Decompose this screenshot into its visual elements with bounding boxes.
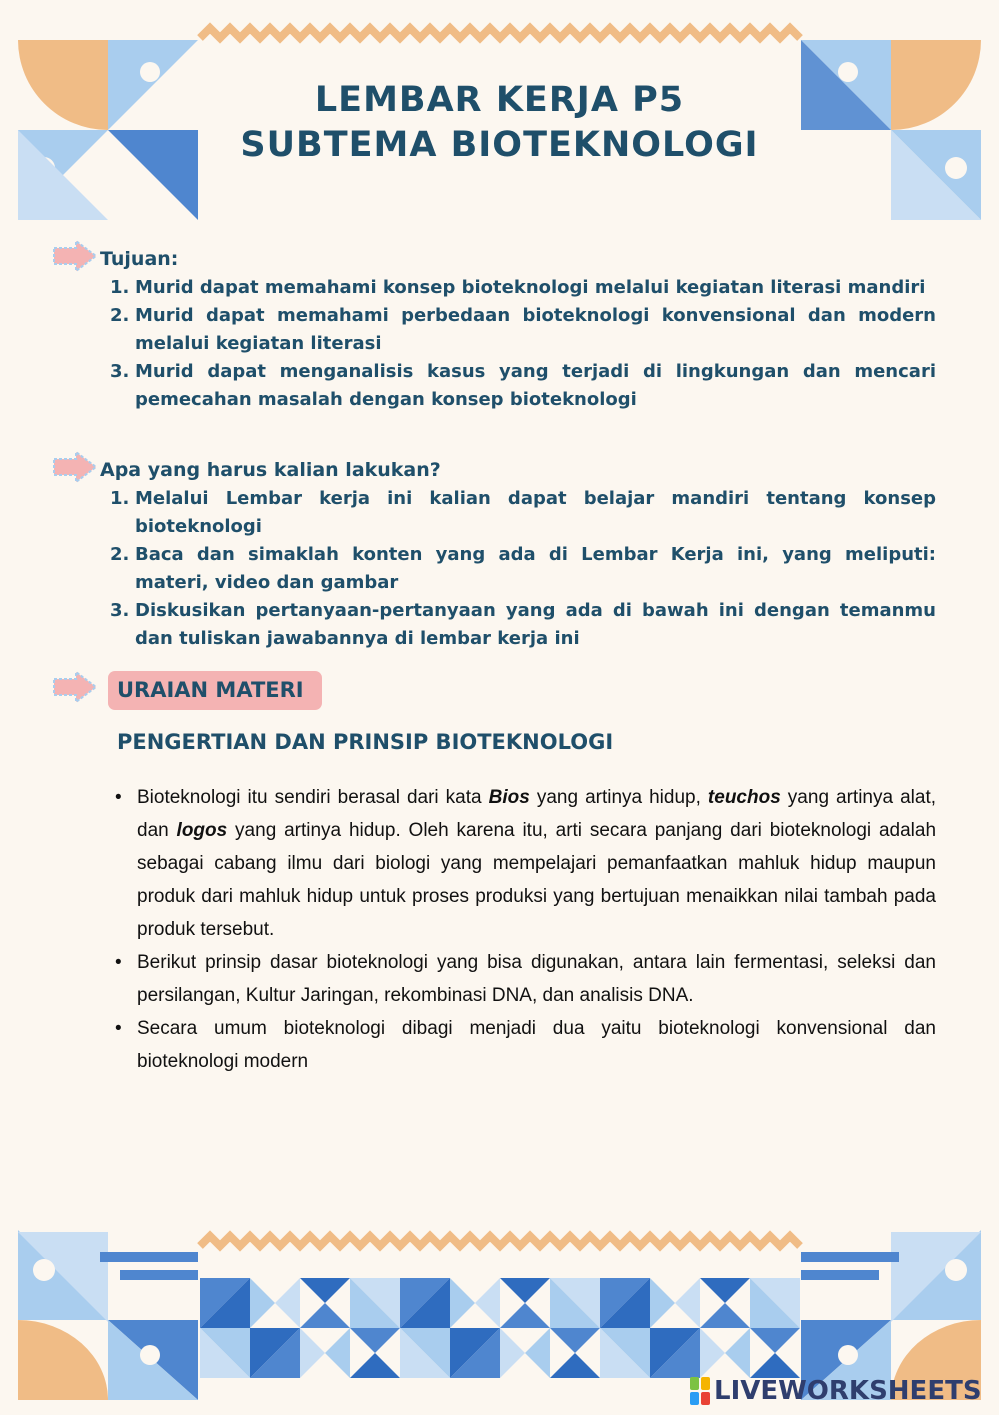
- item-text: Diskusikan pertanyaan-pertanyaan yang ada di bawah ini dengan temanmu dan tuliskan jawabannya di lembar kerja ini: [135, 600, 936, 649]
- list-item: [110, 358, 936, 414]
- top-zigzag: [200, 28, 800, 38]
- item-text: Baca dan simaklah konten yang ada di Lembar Kerja ini, yang meliputi: materi, video dan gambar: [135, 544, 936, 593]
- tile-triangle: [450, 1278, 475, 1328]
- term-bios: Bios: [488, 787, 530, 808]
- tile-triangle: [675, 1278, 700, 1328]
- tile-triangle: [500, 1278, 550, 1303]
- page-title-line-2: SUBTEMA BIOTEKNOLOGI: [240, 125, 759, 165]
- tile-triangle: [300, 1328, 325, 1378]
- text-span: yang artinya hidup,: [529, 787, 708, 808]
- tile-triangle: [500, 1303, 550, 1328]
- item-text: Melalui Lembar kerja ini kalian dapat belajar mandiri tentang konsep bioteknologi: [135, 488, 936, 537]
- list-item: [110, 597, 936, 653]
- uraian-materi-badge: [108, 671, 322, 710]
- item-text: Murid dapat menganalisis kasus yang terjadi di lingkungan dan mencari pemecahan masalah dengan konsep bioteknologi: [135, 361, 936, 410]
- tile-triangle: [350, 1353, 400, 1378]
- tile-triangle: [550, 1353, 600, 1378]
- bullet-item: • Berikut prinsip dasar bioteknologi yang bisa digunakan, antara lain fermentasi, seleksi dan persilangan, Kultur Jaringan, rekombinasi DNA, dan analisis DNA.: [137, 946, 936, 1012]
- list-item: [110, 274, 936, 302]
- tile-triangle: [525, 1328, 550, 1378]
- item-number: 1.: [110, 277, 130, 298]
- tile-triangle: [725, 1328, 750, 1378]
- tile-triangle: [250, 1278, 275, 1328]
- tile-triangle: [500, 1328, 525, 1378]
- tile-triangle: [300, 1303, 350, 1328]
- item-text: Murid dapat memahami konsep bioteknologi melalui kegiatan literasi mandiri: [135, 277, 926, 298]
- term-logos: logos: [176, 820, 228, 841]
- tugas-heading: Apa yang harus kalian lakukan?: [100, 459, 441, 481]
- liveworksheets-icon: [690, 1377, 710, 1405]
- arrow-icon: [52, 670, 98, 704]
- tile-triangle: [275, 1278, 300, 1328]
- text-span: yang artinya alat, dan: [137, 787, 936, 841]
- item-number: 3.: [110, 600, 130, 621]
- term-teuchos: teuchos: [707, 787, 781, 808]
- list-item: [110, 485, 936, 541]
- item-number: 3.: [110, 361, 130, 382]
- page-title-line-1: LEMBAR KERJA P5: [314, 80, 685, 120]
- arrow-icon: [52, 239, 98, 273]
- list-item: [110, 302, 936, 358]
- tile-triangle: [550, 1328, 600, 1353]
- bottom-left-ornament: [6, 1230, 198, 1400]
- section-subheading: PENGERTIAN DAN PRINSIP BIOTEKNOLOGI: [117, 730, 614, 754]
- tile-triangle: [325, 1328, 350, 1378]
- item-number: 2.: [110, 544, 130, 565]
- bottom-zigzag: [200, 1236, 800, 1246]
- list-item: [110, 541, 936, 597]
- arrow-icon: [52, 450, 98, 484]
- tujuan-list: [110, 274, 936, 414]
- tujuan-heading: Tujuan:: [100, 248, 179, 270]
- materi-bullet-list: [137, 781, 936, 1078]
- item-number: 2.: [110, 305, 130, 326]
- tugas-list: [110, 485, 936, 653]
- bullet-item: • Secara umum bioteknologi dibagi menjadi dua yaitu bioteknologi konvensional dan bioteknologi modern: [137, 1012, 936, 1078]
- item-text: Murid dapat memahami perbedaan bioteknologi konvensional dan modern melalui kegiatan literasi: [135, 305, 936, 354]
- bottom-tile-pattern: [200, 1278, 800, 1378]
- text-span: yang artinya hidup. Oleh karena itu, arti secara panjang dari bioteknologi adalah sebagai cabang ilmu dari biologi yang mempelajari pemanfaatkan mahluk hidup maupun produk dari mahluk hidup untuk proses produksi yang bertujuan menaikkan nilai tambah pada produk tersebut.: [137, 820, 937, 940]
- tile-triangle: [750, 1328, 800, 1353]
- tile-triangle: [700, 1278, 750, 1303]
- tile-triangle: [650, 1278, 675, 1328]
- logo-text: LIVEWORKSHEETS: [714, 1376, 982, 1406]
- tile-triangle: [300, 1278, 350, 1303]
- liveworksheets-logo[interactable]: [690, 1374, 982, 1408]
- bullet-item: [137, 781, 936, 946]
- text-span: Bioteknologi itu sendiri berasal dari kata: [137, 787, 489, 808]
- badge-label: URAIAN MATERI: [117, 678, 304, 702]
- item-number: 1.: [110, 488, 130, 509]
- tile-triangle: [700, 1328, 725, 1378]
- tile-triangle: [350, 1328, 400, 1353]
- tile-triangle: [475, 1278, 500, 1328]
- tile-triangle: [700, 1303, 750, 1328]
